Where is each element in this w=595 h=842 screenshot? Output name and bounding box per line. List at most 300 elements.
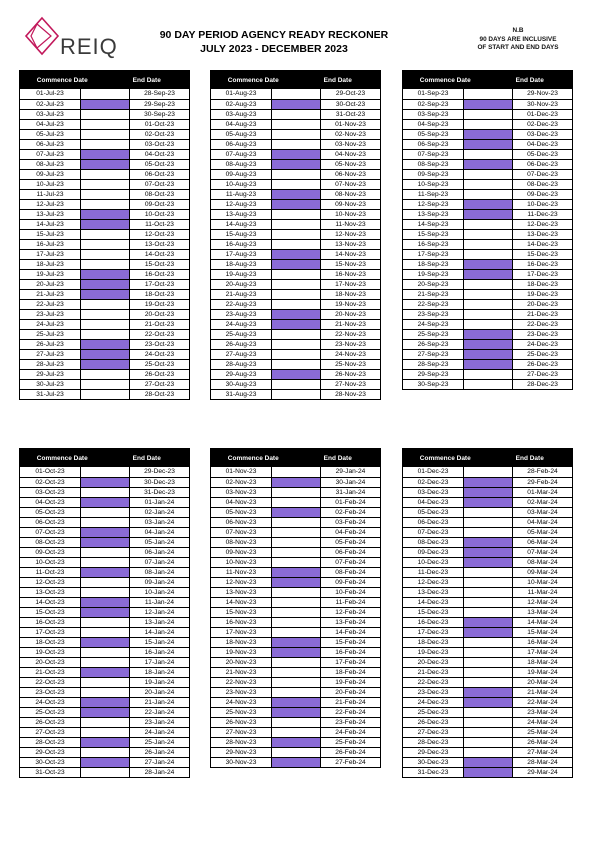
weekend-marker-cell <box>464 658 513 667</box>
commence-date-cell: 03-Dec-23 <box>403 488 464 497</box>
table-row <box>403 129 572 139</box>
table-row <box>211 687 380 697</box>
end-date-cell: 20-Dec-23 <box>527 301 558 308</box>
commence-date-cell: 22-Dec-23 <box>403 678 464 687</box>
weekend-marker-cell <box>272 110 321 119</box>
commence-date-cell: 01-Jul-23 <box>20 89 81 99</box>
end-date-cell: 14-Feb-24 <box>335 629 366 636</box>
weekend-marker-cell <box>81 260 130 269</box>
end-date-cell: 11-Jan-24 <box>144 599 175 606</box>
end-date-cell: 10-Feb-24 <box>335 589 366 596</box>
table-row <box>211 537 380 547</box>
commence-date-cell: 01-Aug-23 <box>211 89 272 99</box>
commence-date-cell: 29-Dec-23 <box>403 748 464 757</box>
commence-date-cell: 20-Sep-23 <box>403 280 464 289</box>
weekend-marker-cell <box>81 688 130 697</box>
commence-date-cell: 02-Sep-23 <box>403 100 464 109</box>
commence-date-cell: 08-Oct-23 <box>20 538 81 547</box>
commence-date-cell: 17-Jul-23 <box>20 250 81 259</box>
weekend-marker-cell <box>81 718 130 727</box>
end-date-header: End Date <box>132 454 161 462</box>
table-row <box>403 667 572 677</box>
end-date-cell: 13-Dec-23 <box>527 231 558 238</box>
commence-date-cell: 06-Nov-23 <box>211 518 272 527</box>
commence-date-cell: 25-Jul-23 <box>20 330 81 339</box>
table-row <box>20 647 189 657</box>
table-header <box>403 449 572 467</box>
end-date-cell: 13-Jan-24 <box>144 619 175 626</box>
end-date-cell: 20-Nov-23 <box>335 311 366 318</box>
weekend-marker-cell <box>81 220 130 229</box>
weekend-marker-cell <box>464 110 513 119</box>
table-row <box>403 309 572 319</box>
end-date-cell: 08-Mar-24 <box>527 559 558 566</box>
end-date-cell: 02-Oct-23 <box>144 131 175 138</box>
commence-date-cell: 12-Sep-23 <box>403 200 464 209</box>
end-date-cell: 26-Jan-24 <box>144 749 175 756</box>
commence-date-cell: 13-Sep-23 <box>403 210 464 219</box>
table-row <box>20 239 189 249</box>
table-row <box>403 259 572 269</box>
table-row <box>211 737 380 747</box>
end-date-cell: 06-Mar-24 <box>527 539 558 546</box>
weekend-marker-cell <box>464 340 513 349</box>
weekend-marker-cell <box>464 688 513 697</box>
commence-date-cell: 15-Jul-23 <box>20 230 81 239</box>
end-date-cell: 07-Dec-23 <box>527 171 558 178</box>
commence-date-cell: 06-Aug-23 <box>211 140 272 149</box>
commence-date-cell: 22-Oct-23 <box>20 678 81 687</box>
weekend-marker-cell <box>464 478 513 487</box>
weekend-marker-cell <box>81 340 130 349</box>
commence-date-cell: 13-Oct-23 <box>20 588 81 597</box>
end-date-header: End Date <box>515 76 544 84</box>
end-date-cell: 12-Mar-24 <box>527 599 558 606</box>
end-date-cell: 02-Jan-24 <box>144 509 175 516</box>
commence-date-cell: 30-Jul-23 <box>20 380 81 389</box>
table-row <box>211 89 380 99</box>
table-row <box>20 717 189 727</box>
commence-date-cell: 13-Dec-23 <box>403 588 464 597</box>
commence-date-cell: 24-Jul-23 <box>20 320 81 329</box>
end-date-cell: 08-Feb-24 <box>335 569 366 576</box>
commence-date-cell: 01-Dec-23 <box>403 467 464 477</box>
weekend-marker-cell <box>81 390 130 399</box>
end-date-cell: 16-Dec-23 <box>527 261 558 268</box>
table-row <box>403 537 572 547</box>
end-date-cell: 01-Dec-23 <box>527 111 558 118</box>
weekend-marker-cell <box>272 608 321 617</box>
weekend-marker-cell <box>81 608 130 617</box>
end-date-cell: 27-Nov-23 <box>335 381 366 388</box>
weekend-marker-cell <box>81 210 130 219</box>
end-date-header: End Date <box>323 76 352 84</box>
end-date-cell: 10-Jan-24 <box>144 589 175 596</box>
table-row <box>20 289 189 299</box>
commence-date-cell: 15-Dec-23 <box>403 608 464 617</box>
end-date-cell: 15-Nov-23 <box>335 261 366 268</box>
end-date-cell: 10-Mar-24 <box>527 579 558 586</box>
commence-date-cell: 02-Oct-23 <box>20 478 81 487</box>
weekend-marker-cell <box>464 618 513 627</box>
table-row <box>20 329 189 339</box>
table-row <box>211 289 380 299</box>
end-date-cell: 06-Nov-23 <box>335 171 366 178</box>
weekend-marker-cell <box>272 618 321 627</box>
table-row <box>403 487 572 497</box>
table-row <box>20 99 189 109</box>
end-date-cell: 25-Jan-24 <box>144 739 175 746</box>
table-row <box>20 607 189 617</box>
weekend-marker-cell <box>272 748 321 757</box>
table-row <box>20 617 189 627</box>
end-date-cell: 17-Oct-23 <box>144 281 175 288</box>
table-row <box>403 189 572 199</box>
table-row <box>20 109 189 119</box>
table-row <box>403 727 572 737</box>
table-row <box>211 547 380 557</box>
end-date-cell: 08-Oct-23 <box>144 191 175 198</box>
weekend-marker-cell <box>81 748 130 757</box>
commence-date-cell: 15-Sep-23 <box>403 230 464 239</box>
table-row <box>211 349 380 359</box>
table-row <box>211 209 380 219</box>
commence-date-cell: 21-Sep-23 <box>403 290 464 299</box>
commence-date-cell: 23-Nov-23 <box>211 688 272 697</box>
weekend-marker-cell <box>272 200 321 209</box>
commence-date-cell: 31-Aug-23 <box>211 390 272 399</box>
table-row <box>403 737 572 747</box>
table-row <box>403 647 572 657</box>
table-row <box>211 99 380 109</box>
commence-date-cell: 19-Oct-23 <box>20 648 81 657</box>
commence-date-cell: 09-Jul-23 <box>20 170 81 179</box>
table-row <box>20 667 189 677</box>
weekend-marker-cell <box>81 568 130 577</box>
commence-date-cell: 13-Aug-23 <box>211 210 272 219</box>
end-date-cell: 05-Dec-23 <box>527 151 558 158</box>
end-date-cell: 10-Dec-23 <box>527 201 558 208</box>
table-row <box>20 159 189 169</box>
table-row <box>403 319 572 329</box>
end-date-cell: 27-Mar-24 <box>527 749 558 756</box>
commence-date-cell: 08-Dec-23 <box>403 538 464 547</box>
end-date-cell: 22-Dec-23 <box>527 321 558 328</box>
table-row <box>403 179 572 189</box>
weekend-marker-cell <box>272 578 321 587</box>
weekend-marker-cell <box>272 250 321 259</box>
table-row <box>211 747 380 757</box>
end-date-cell: 21-Nov-23 <box>335 321 366 328</box>
commence-date-cell: 12-Jul-23 <box>20 200 81 209</box>
end-date-cell: 25-Oct-23 <box>144 361 175 368</box>
weekend-marker-cell <box>464 558 513 567</box>
table-row <box>211 477 380 487</box>
table-row <box>211 647 380 657</box>
weekend-marker-cell <box>464 150 513 159</box>
end-date-cell: 08-Jan-24 <box>144 569 175 576</box>
weekend-marker-cell <box>272 260 321 269</box>
commence-date-cell: 22-Jul-23 <box>20 300 81 309</box>
end-date-cell: 30-Oct-23 <box>335 101 366 108</box>
end-date-cell: 23-Jan-24 <box>144 719 175 726</box>
end-date-cell: 03-Nov-23 <box>335 141 366 148</box>
weekend-marker-cell <box>272 120 321 129</box>
weekend-marker-cell <box>272 350 321 359</box>
table-row <box>211 637 380 647</box>
commence-date-cell: 09-Dec-23 <box>403 548 464 557</box>
weekend-marker-cell <box>464 260 513 269</box>
commence-date-cell: 29-Sep-23 <box>403 370 464 379</box>
weekend-marker-cell <box>464 170 513 179</box>
commence-date-cell: 24-Sep-23 <box>403 320 464 329</box>
commence-date-header: Commence Date <box>227 76 279 84</box>
end-date-cell: 07-Nov-23 <box>335 181 366 188</box>
table-row <box>403 249 572 259</box>
weekend-marker-cell <box>464 488 513 497</box>
commence-date-cell: 25-Nov-23 <box>211 708 272 717</box>
weekend-marker-cell <box>464 467 513 477</box>
commence-date-cell: 01-Nov-23 <box>211 467 272 477</box>
end-date-cell: 14-Dec-23 <box>527 241 558 248</box>
commence-date-cell: 07-Jul-23 <box>20 150 81 159</box>
commence-date-cell: 17-Aug-23 <box>211 250 272 259</box>
commence-date-cell: 18-Sep-23 <box>403 260 464 269</box>
table-row <box>211 497 380 507</box>
reckoner-table-august <box>210 70 381 400</box>
commence-date-cell: 05-Nov-23 <box>211 508 272 517</box>
end-date-cell: 03-Mar-24 <box>527 509 558 516</box>
commence-date-cell: 06-Sep-23 <box>403 140 464 149</box>
weekend-marker-cell <box>464 180 513 189</box>
end-date-cell: 29-Nov-23 <box>527 90 558 97</box>
weekend-marker-cell <box>81 618 130 627</box>
table-row <box>211 727 380 737</box>
table-row <box>211 259 380 269</box>
table-row <box>403 359 572 369</box>
commence-date-header: Commence Date <box>227 454 279 462</box>
weekend-marker-cell <box>272 360 321 369</box>
table-row <box>211 299 380 309</box>
table-row <box>403 717 572 727</box>
commence-date-cell: 30-Sep-23 <box>403 380 464 389</box>
weekend-marker-cell <box>272 467 321 477</box>
commence-date-cell: 08-Aug-23 <box>211 160 272 169</box>
commence-date-cell: 04-Nov-23 <box>211 498 272 507</box>
end-date-cell: 27-Dec-23 <box>527 371 558 378</box>
weekend-marker-cell <box>81 290 130 299</box>
table-row <box>211 359 380 369</box>
commence-date-cell: 17-Dec-23 <box>403 628 464 637</box>
weekend-marker-cell <box>272 728 321 737</box>
weekend-marker-cell <box>464 678 513 687</box>
end-date-cell: 28-Jan-24 <box>144 769 175 776</box>
weekend-marker-cell <box>81 280 130 289</box>
weekend-marker-cell <box>272 240 321 249</box>
commence-date-cell: 11-Jul-23 <box>20 190 81 199</box>
end-date-cell: 21-Oct-23 <box>144 321 175 328</box>
end-date-cell: 16-Jan-24 <box>144 649 175 656</box>
commence-date-cell: 26-Dec-23 <box>403 718 464 727</box>
weekend-marker-cell <box>464 498 513 507</box>
weekend-marker-cell <box>464 190 513 199</box>
weekend-marker-cell <box>464 140 513 149</box>
commence-date-cell: 02-Jul-23 <box>20 100 81 109</box>
commence-date-header: Commence Date <box>36 76 88 84</box>
table-row <box>211 627 380 637</box>
table-row <box>20 349 189 359</box>
end-date-cell: 17-Jan-24 <box>144 659 175 666</box>
end-date-cell: 24-Mar-24 <box>527 719 558 726</box>
weekend-marker-cell <box>464 200 513 209</box>
weekend-marker-cell <box>81 360 130 369</box>
commence-date-cell: 09-Oct-23 <box>20 548 81 557</box>
end-date-cell: 27-Oct-23 <box>144 381 175 388</box>
weekend-marker-cell <box>464 130 513 139</box>
end-date-cell: 07-Jan-24 <box>144 559 175 566</box>
end-date-cell: 06-Oct-23 <box>144 171 175 178</box>
weekend-marker-cell <box>81 588 130 597</box>
table-row <box>403 707 572 717</box>
weekend-marker-cell <box>464 718 513 727</box>
table-row <box>403 279 572 289</box>
end-date-cell: 14-Jan-24 <box>144 629 175 636</box>
commence-date-cell: 18-Jul-23 <box>20 260 81 269</box>
commence-date-cell: 03-Oct-23 <box>20 488 81 497</box>
commence-date-cell: 10-Nov-23 <box>211 558 272 567</box>
weekend-marker-cell <box>272 320 321 329</box>
reckoner-table-september <box>402 70 573 390</box>
weekend-marker-cell <box>81 598 130 607</box>
table-row <box>20 677 189 687</box>
commence-date-cell: 16-Oct-23 <box>20 618 81 627</box>
table-row <box>211 109 380 119</box>
table-row <box>403 467 572 477</box>
weekend-marker-cell <box>81 130 130 139</box>
table-row <box>20 507 189 517</box>
table-row <box>20 309 189 319</box>
commence-date-cell: 21-Dec-23 <box>403 668 464 677</box>
commence-date-cell: 18-Dec-23 <box>403 638 464 647</box>
commence-date-cell: 01-Oct-23 <box>20 467 81 477</box>
table-row <box>211 607 380 617</box>
table-row <box>403 199 572 209</box>
end-date-cell: 18-Jan-24 <box>144 669 175 676</box>
end-date-cell: 21-Feb-24 <box>335 699 366 706</box>
end-date-cell: 05-Feb-24 <box>335 539 366 546</box>
end-date-cell: 26-Dec-23 <box>527 361 558 368</box>
end-date-cell: 14-Nov-23 <box>335 251 366 258</box>
commence-date-cell: 22-Aug-23 <box>211 300 272 309</box>
end-date-cell: 29-Oct-23 <box>335 90 366 97</box>
commence-date-cell: 28-Nov-23 <box>211 738 272 747</box>
commence-date-cell: 16-Sep-23 <box>403 240 464 249</box>
weekend-marker-cell <box>464 230 513 239</box>
commence-date-cell: 03-Aug-23 <box>211 110 272 119</box>
commence-date-cell: 08-Sep-23 <box>403 160 464 169</box>
table-row <box>20 737 189 747</box>
end-date-cell: 18-Oct-23 <box>144 291 175 298</box>
end-date-cell: 15-Oct-23 <box>144 261 175 268</box>
table-row <box>211 597 380 607</box>
commence-date-cell: 20-Aug-23 <box>211 280 272 289</box>
commence-date-cell: 21-Aug-23 <box>211 290 272 299</box>
weekend-marker-cell <box>464 330 513 339</box>
table-row <box>20 637 189 647</box>
commence-date-cell: 26-Nov-23 <box>211 718 272 727</box>
table-body <box>20 89 189 399</box>
end-date-cell: 29-Jan-24 <box>335 468 366 475</box>
commence-date-cell: 16-Nov-23 <box>211 618 272 627</box>
weekend-marker-cell <box>81 738 130 747</box>
end-date-cell: 05-Nov-23 <box>335 161 366 168</box>
end-date-cell: 20-Feb-24 <box>335 689 366 696</box>
table-row <box>211 179 380 189</box>
commence-date-cell: 16-Jul-23 <box>20 240 81 249</box>
weekend-marker-cell <box>272 648 321 657</box>
end-date-cell: 19-Nov-23 <box>335 301 366 308</box>
end-date-cell: 25-Nov-23 <box>335 361 366 368</box>
weekend-marker-cell <box>464 350 513 359</box>
weekend-marker-cell <box>81 160 130 169</box>
weekend-marker-cell <box>272 658 321 667</box>
weekend-marker-cell <box>464 758 513 767</box>
commence-date-cell: 11-Aug-23 <box>211 190 272 199</box>
weekend-marker-cell <box>464 508 513 517</box>
table-row <box>403 767 572 777</box>
end-date-cell: 29-Dec-23 <box>144 468 175 475</box>
end-date-cell: 06-Jan-24 <box>144 549 175 556</box>
table-row <box>211 577 380 587</box>
logo-mark-icon <box>24 16 60 56</box>
weekend-marker-cell <box>272 380 321 389</box>
commence-date-cell: 21-Nov-23 <box>211 668 272 677</box>
commence-date-cell: 25-Oct-23 <box>20 708 81 717</box>
table-row <box>211 249 380 259</box>
weekend-marker-cell <box>464 300 513 309</box>
table-row <box>403 109 572 119</box>
commence-date-cell: 26-Sep-23 <box>403 340 464 349</box>
table-row <box>211 309 380 319</box>
end-date-cell: 17-Mar-24 <box>527 649 558 656</box>
commence-date-cell: 09-Nov-23 <box>211 548 272 557</box>
table-row <box>211 487 380 497</box>
weekend-marker-cell <box>464 668 513 677</box>
commence-date-cell: 14-Sep-23 <box>403 220 464 229</box>
commence-date-cell: 06-Oct-23 <box>20 518 81 527</box>
commence-date-cell: 14-Oct-23 <box>20 598 81 607</box>
weekend-marker-cell <box>464 648 513 657</box>
table-header <box>211 449 380 467</box>
end-date-cell: 29-Sep-23 <box>144 101 175 108</box>
weekend-marker-cell <box>272 180 321 189</box>
weekend-marker-cell <box>464 548 513 557</box>
commence-date-cell: 28-Sep-23 <box>403 360 464 369</box>
table-row <box>403 687 572 697</box>
weekend-marker-cell <box>81 270 130 279</box>
commence-date-cell: 29-Jul-23 <box>20 370 81 379</box>
end-date-cell: 09-Jan-24 <box>144 579 175 586</box>
end-date-cell: 30-Sep-23 <box>144 111 175 118</box>
table-row <box>20 567 189 577</box>
commence-date-cell: 27-Dec-23 <box>403 728 464 737</box>
table-row <box>211 557 380 567</box>
commence-date-cell: 04-Dec-23 <box>403 498 464 507</box>
table-row <box>20 597 189 607</box>
end-date-cell: 10-Nov-23 <box>335 211 366 218</box>
table-row <box>20 537 189 547</box>
weekend-marker-cell <box>81 488 130 497</box>
